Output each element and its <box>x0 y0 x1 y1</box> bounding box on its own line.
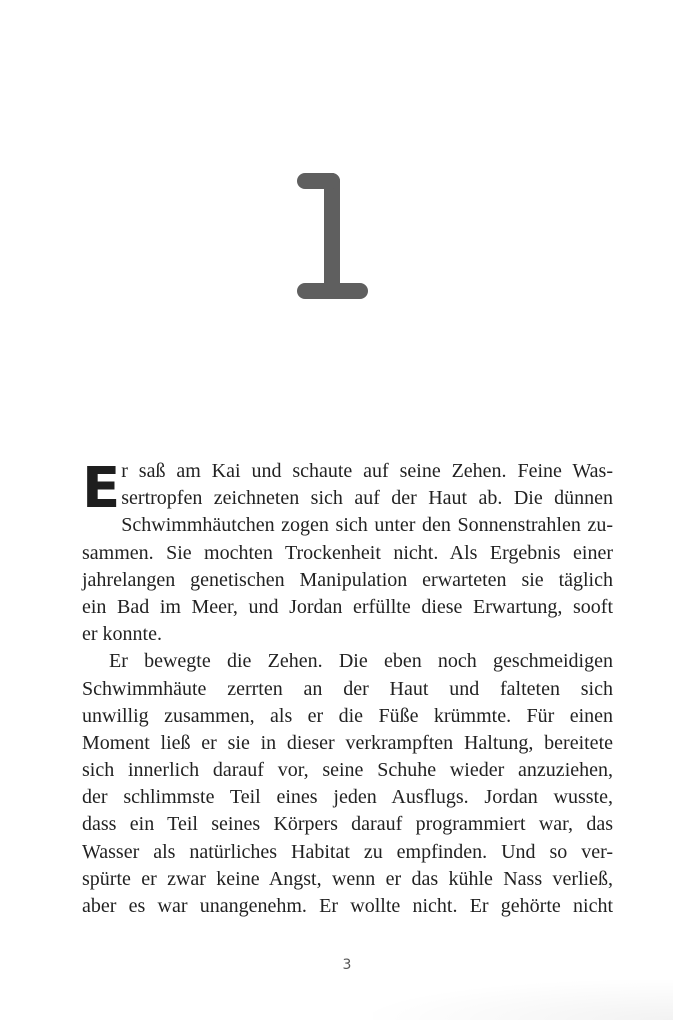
page-curl-shadow <box>373 980 673 1020</box>
text-line: Wasser als natürliches Habitat zu empfinden. Und so ver- <box>82 840 613 863</box>
text-line: ein Bad im Meer, und Jordan erfüllte diese Erwartung, sooft <box>82 595 613 618</box>
chapter-number <box>0 165 673 315</box>
text-line: Moment ließ er sie in dieser verkrampften Haltung, bereitete <box>82 731 613 754</box>
text-line: sertropfen zeichneten sich auf der Haut ab. Die dünnen <box>121 487 613 510</box>
text-line: jahrelangen genetischen Manipulation erwarteten sie täglich <box>82 568 613 591</box>
text-line: Schwimmhäute zerrten an der Haut und falteten sich <box>82 677 613 700</box>
chapter-body <box>82 458 613 920</box>
paragraph-1 <box>82 458 613 648</box>
drop-cap: E <box>82 456 120 521</box>
text-line: er konnte. <box>82 623 162 646</box>
text-line: aber es war unangenehm. Er wollte nicht. Er gehörte nicht <box>82 895 613 917</box>
text-line: dass ein Teil seines Körpers darauf programmiert war, das <box>82 813 613 836</box>
page-number: 3 <box>342 957 352 973</box>
text-line: r saß am Kai und schaute auf seine Zehen. Feine Was- <box>121 460 613 482</box>
paragraph-2 <box>82 648 613 920</box>
text-line: spürte er zwar keine Angst, wenn er das kühle Nass verließ, <box>82 867 613 890</box>
text-line: Er bewegte die Zehen. Die eben noch geschmeidigen <box>109 650 613 673</box>
chapter-numeral-one-glyph <box>297 165 377 315</box>
text-line: der schlimmste Teil eines jeden Ausflugs. Jordan wusste, <box>82 786 613 809</box>
text-line: Schwimmhäutchen zogen sich unter den Sonnenstrahlen zu- <box>121 514 613 537</box>
text-line: sich innerlich darauf vor, seine Schuhe wieder anzuziehen, <box>82 759 613 782</box>
text-line: sammen. Sie mochten Trockenheit nicht. Als Ergebnis einer <box>82 541 613 564</box>
text-line: unwillig zusammen, als er die Füße krümmte. Für einen <box>82 704 613 727</box>
